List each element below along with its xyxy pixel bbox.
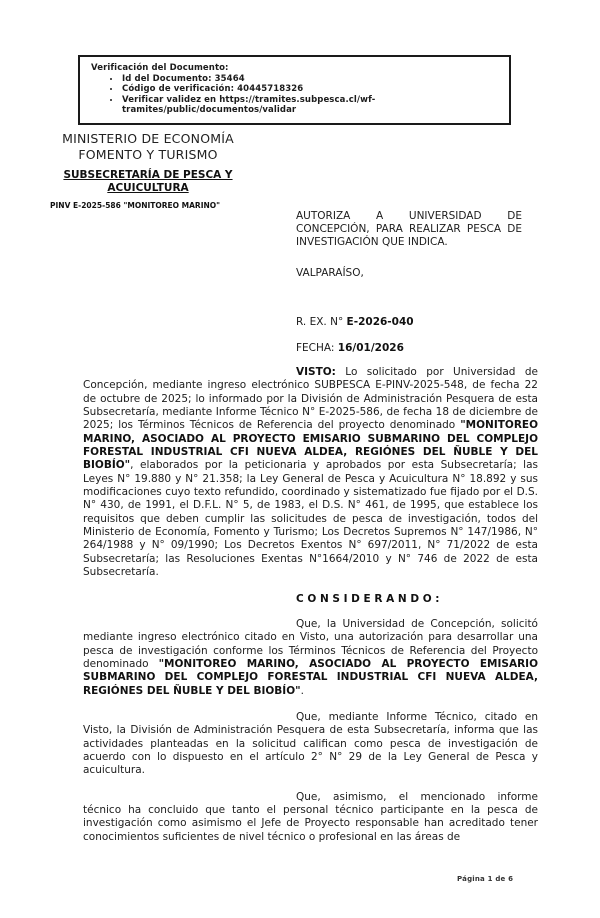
considerando-paragraph-3: Que, asimismo, el mencionado informe técnico ha concluido que tanto el personal técnico participante en la pesca de investigación como asimismo el Jefe de Proyecto responsable han acreditado tener conocimientos suficientes de nivel técnico o profesional en las áreas de [83, 790, 538, 843]
verification-box [78, 55, 511, 125]
ministry-name-line2: FOMENTO Y TURISMO [78, 146, 218, 162]
considerando-1-period: . [300, 684, 304, 697]
verification-title: Verificación del Documento: [91, 63, 229, 73]
resolution-date: 16/01/2026 [337, 342, 404, 354]
file-reference: PINV E-2025-586 "MONITOREO MARINO" [50, 201, 221, 210]
considerando-heading: C O N S I D E R A N D O : [296, 592, 440, 605]
considerando-1-text: Que, la Universidad de Concepción, solicitó mediante ingreso electrónico citado en Visto, una autorización para desarrollar una pesca de investigación conforme los Términos Técnicos de Referencia del Proyecto denominado [83, 617, 538, 670]
letterhead [40, 131, 256, 210]
city-line: VALPARAÍSO, [296, 267, 364, 279]
resolution-number-line [296, 316, 414, 328]
project-title-bold: "MONITOREO MARINO, ASOCIADO AL PROYECTO EMISARIO SUBMARINO DEL COMPLEJO FORESTAL INDUSTRIAL CFI NUEVA ALDEA, REGIÓNES DEL ÑUBLE Y DEL BIOBÍO" [83, 419, 538, 472]
resolution-number: E-2026-040 [346, 316, 414, 328]
considerando-1-project-title: "MONITOREO MARINO, ASOCIADO AL PROYECTO EMISARIO SUBMARINO DEL COMPLEJO FORESTAL INDUSTRIAL CFI NUEVA ALDEA, REGIÓNES DEL ÑUBLE Y DEL BIOBÍO" [83, 657, 538, 697]
verification-item-code: • Código de verificación: 40445718326 [121, 84, 503, 95]
verification-item-url: • Verificar validez en https://tramites.subpesca.cl/wf-tramites/public/documentos/validar [121, 95, 503, 116]
visto-text-b: , elaborados por la peticionaria y aprobados por esta Subsecretaría; las Leyes N° 19.880 y N° 21.358; la Ley General de Pesca y Acuicultura N° 18.892 y sus modificaciones cuyo texto refundido, coordinado y sistematizado fue fijado por el D.S. N° 430, de 1991, el D.F.L. N° 5, de 1983, el D.S. N° 461, de 1995, que establece los requisitos que deben cumplir las solicitudes de pesca de investigación, todos del Ministerio de Economía, Fomento y Turismo; Los Decretos Supremos N° 147/1986, N° 264/1988 y N° 09/1990; Los Decretos Exentos N° 697/2011, N° 71/2022 de esta Subsecretaría; las Resoluciones Exentas N°1664/2010 y N° 746 de 2022 de esta Subsecretaría. [83, 459, 538, 579]
document-body [83, 366, 538, 857]
considerando-paragraph-2: Que, mediante Informe Técnico, citado en Visto, la División de Administración Pesquera de esta Subsecretaría, informa que las actividades planteadas en la solicitud califican como pesca de investigación de acuerdo con lo dispuesto en el artículo 2° N° 29 de la Ley General de Pesca y acuicultura. [83, 710, 538, 777]
resolution-date-line [296, 342, 404, 354]
visto-text-a: Lo solicitado por Universidad de Concepción, mediante ingreso electrónico SUBPESCA E-PINV-2025-548, de fecha 22 de octubre de 2025; lo informado por la División de Administración Pesquera de esta Subsecretaría, mediante Informe Técnico N° E-2025-586, de fecha 18 de diciembre de 2025; los Términos Técnicos de Referencia del proyecto denominado [83, 366, 538, 432]
ministry-name-line1: MINISTERIO DE ECONOMÍA [62, 131, 234, 146]
considerando-paragraph-1 [83, 618, 538, 698]
verification-item-document-id: • Id del Documento: 35464 [121, 74, 503, 85]
visto-label: VISTO: [296, 366, 336, 378]
resolution-number-label: R. EX. N° [296, 316, 347, 328]
subsecretaria-title: SUBSECRETARÍA DE PESCA Y ACUICULTURA [63, 169, 233, 194]
visto-paragraph [83, 366, 538, 580]
resolution-subject: AUTORIZA A UNIVERSIDAD DE CONCEPCIÓN, PARA REALIZAR PESCA DE INVESTIGACIÓN QUE INDICA. [296, 210, 522, 249]
verification-list [91, 74, 503, 116]
resolution-date-label: FECHA: [296, 342, 338, 354]
page-number: Página 1 de 6 [457, 875, 514, 883]
